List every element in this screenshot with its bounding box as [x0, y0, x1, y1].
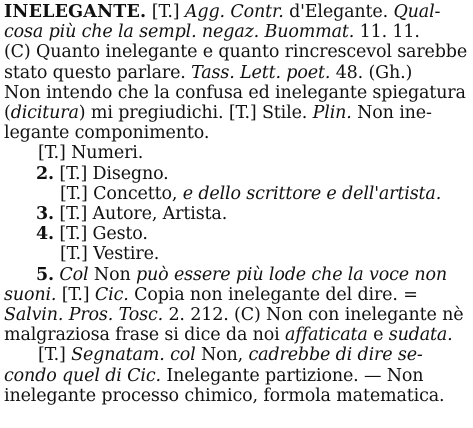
gloss-word: sudata. — [388, 325, 453, 346]
quotation-text: (C) Quanto inelegante e quanto rincrescevol sarebbe — [4, 42, 468, 63]
sense-text: [T.] Disegno. — [59, 163, 169, 184]
sense-line — [4, 164, 469, 184]
example-text: Inelegante partizione. — Non — [166, 365, 424, 386]
sense-gloss: e dello scrittore e dell'artista. — [182, 183, 442, 204]
quotation-text: 2. 212. (C) Non con inelegante nè — [168, 305, 464, 326]
citation-ref: 48. (Gh.) — [335, 62, 413, 83]
sense-line — [4, 244, 469, 264]
part-of-speech: Agg. Contr. — [184, 2, 284, 22]
definition-text: d'Elegante. — [289, 2, 389, 22]
sense-line — [4, 265, 469, 285]
definition-text: cosa più che la sempl. negaz. — [4, 22, 260, 43]
sense-line — [4, 143, 469, 163]
sense-line — [4, 184, 469, 204]
entry-line — [4, 325, 469, 345]
sense-text: [T.] Gesto. — [59, 224, 148, 245]
entry-line — [4, 305, 469, 325]
entry-line — [4, 22, 469, 42]
entry-line — [4, 63, 469, 83]
sense-line — [4, 345, 469, 365]
quotation-text: e — [373, 325, 384, 346]
sense-text: Segnatam. col — [71, 345, 196, 366]
sense-number: 3. — [36, 204, 54, 225]
source-tag: [T.] — [151, 2, 180, 22]
entry-line — [4, 103, 469, 123]
sense-text: Col — [59, 264, 89, 285]
sense-line — [4, 204, 469, 224]
quotation-text: Non intendo che la confusa ed inelegante spiegatura — [4, 82, 466, 103]
quotation-text: stato questo parlare. — [4, 62, 186, 83]
quotation-text: malgraziosa frase si dice da noi — [4, 325, 280, 346]
sense-number: 2. — [36, 163, 54, 184]
sense-text: può essere più lode che la voce non — [136, 264, 447, 285]
sense-number: 4. — [36, 224, 54, 245]
citation-author: Cic. — [94, 284, 129, 305]
gloss-word: affaticata — [285, 325, 368, 346]
citation-author: Plin. — [312, 103, 352, 124]
entry-line — [4, 83, 469, 103]
citation-ref: 11. 11. — [359, 22, 420, 43]
entry-line — [4, 2, 469, 22]
sense-text: [T.] Vestire. — [60, 244, 160, 265]
example-text: legante componimento. — [4, 123, 210, 144]
paren-open: ( — [4, 103, 11, 124]
sense-number: 5. — [36, 264, 54, 285]
entry-line — [4, 386, 469, 406]
sense-keyword: Non, — [200, 345, 244, 366]
source-tag: [T.] — [38, 345, 66, 366]
headword: INELEGANTE. — [4, 2, 147, 22]
citation-author: Buommat. — [264, 22, 355, 43]
gloss-word: dicitura — [10, 103, 79, 124]
sense-text: suoni. — [4, 284, 57, 305]
citation-author: Tass. Lett. poet. — [191, 62, 331, 83]
citation-author: Salvin. Pros. Tosc. — [4, 305, 164, 326]
quotation-text: ) mi pregiudichi. [T.] Stile. — [78, 103, 308, 124]
example-text: inelegante processo chimico, formola matematica. — [4, 385, 445, 406]
entry-line — [4, 285, 469, 305]
definition-text: Qual- — [393, 2, 441, 22]
entry-line — [4, 42, 469, 62]
sense-text: [T.] Autore, Artista. — [59, 204, 228, 225]
entry-line — [4, 123, 469, 143]
sense-text: cadrebbe di dire se- — [248, 345, 423, 366]
example-text: Copia non inelegante del dire. = — [134, 284, 418, 305]
entry-line — [4, 366, 469, 386]
example-text: Non ine- — [357, 103, 432, 124]
sense-text: condo quel di Cic. — [4, 365, 161, 386]
sense-keyword: Non — [93, 264, 131, 285]
sense-line — [4, 224, 469, 244]
source-tag: [T.] — [61, 284, 90, 305]
sense-text: [T.] Numeri. — [38, 143, 144, 164]
sense-text: [T.] Concetto, — [60, 183, 178, 204]
